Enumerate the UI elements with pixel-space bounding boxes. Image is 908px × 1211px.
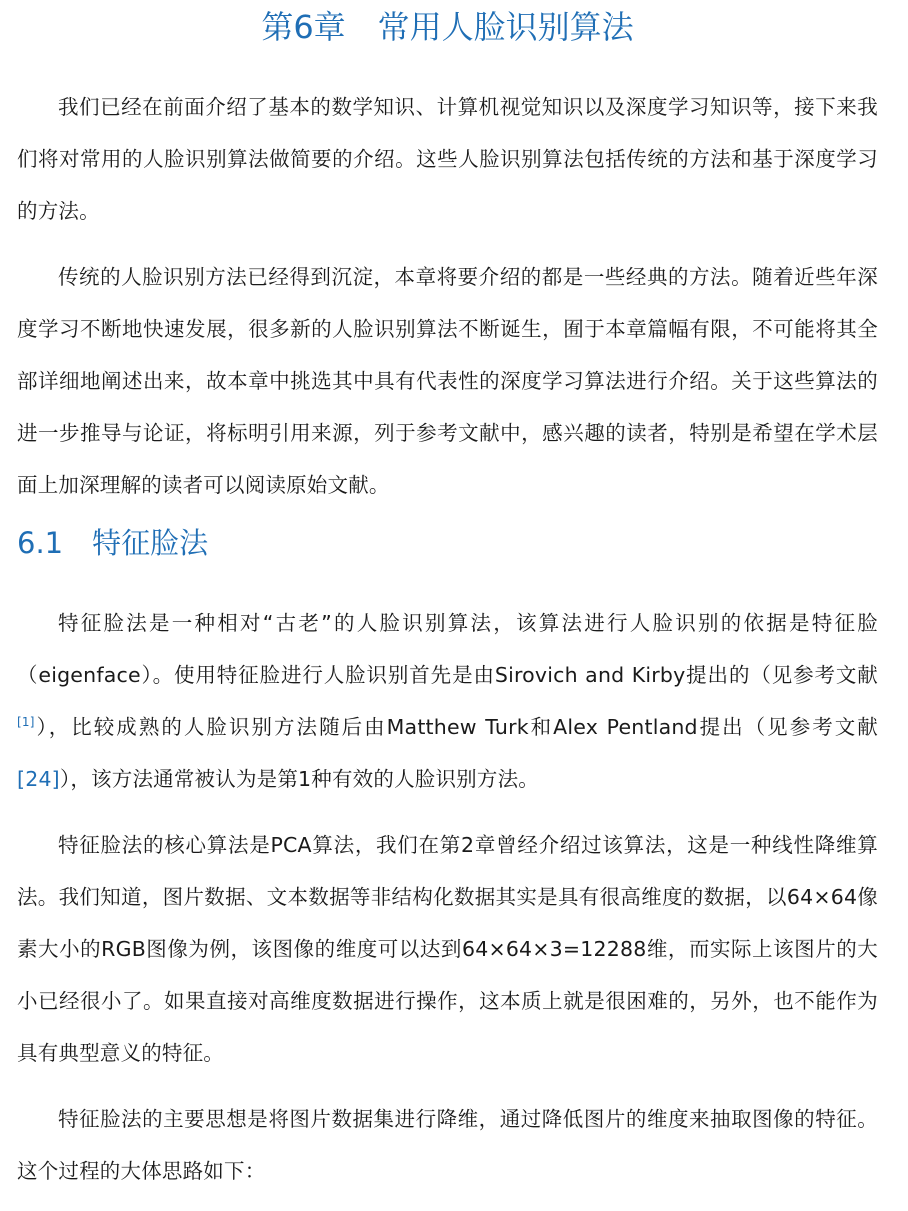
reference-link-24[interactable]: [24]	[17, 767, 60, 791]
eigenface-paragraph-1	[17, 597, 878, 805]
chapter-title: 第6章 常用人脸识别算法	[261, 8, 634, 46]
reference-link-1[interactable]: [1]	[17, 715, 35, 729]
paragraph-text-segment: 特征脸法是一种相对“古老”的人脸识别算法，该算法进行人脸识别的依据是特征脸（eigenface）。使用特征脸进行人脸识别首先是由Sirovich and Kirby提出的（见参考文献	[17, 611, 878, 687]
paragraph-text-segment: ），比较成熟的人脸识别方法随后由Matthew Turk和Alex Pentland提出（见参考文献	[34, 715, 878, 739]
intro-paragraph-1: 我们已经在前面介绍了基本的数学知识、计算机视觉知识以及深度学习知识等，接下来我们将对常用的人脸识别算法做简要的介绍。这些人脸识别算法包括传统的方法和基于深度学习的方法。	[17, 95, 878, 223]
document-page	[0, 4, 908, 1211]
eigenface-paragraph-3: 特征脸法的主要思想是将图片数据集进行降维，通过降低图片的维度来抽取图像的特征。这个过程的大体思路如下：	[17, 1107, 878, 1183]
intro-paragraph-2: 传统的人脸识别方法已经得到沉淀，本章将要介绍的都是一些经典的方法。随着近些年深度学习不断地快速发展，很多新的人脸识别算法不断诞生，囿于本章篇幅有限，不可能将其全部详细地阐述出来，故本章中挑选其中具有代表性的深度学习算法进行介绍。关于这些算法的进一步推导与论证，将标明引用来源，列于参考文献中，感兴趣的读者，特别是希望在学术层面上加深理解的读者可以阅读原始文献。	[17, 265, 878, 497]
paragraph-text-segment: ），该方法通常被认为是第1种有效的人脸识别方法。	[59, 767, 539, 791]
section-title: 6.1 特征脸法	[17, 526, 209, 560]
eigenface-paragraph-2: 特征脸法的核心算法是PCA算法，我们在第2章曾经介绍过该算法，这是一种线性降维算法。我们知道，图片数据、文本数据等非结构化数据其实是具有很高维度的数据，以64×64像素大小的RGB图像为例，该图像的维度可以达到64×64×3=12288维，而实际上该图片的大小已经很小了。如果直接对高维度数据进行操作，这本质上就是很困难的，另外，也不能作为具有典型意义的特征。	[17, 833, 878, 1065]
